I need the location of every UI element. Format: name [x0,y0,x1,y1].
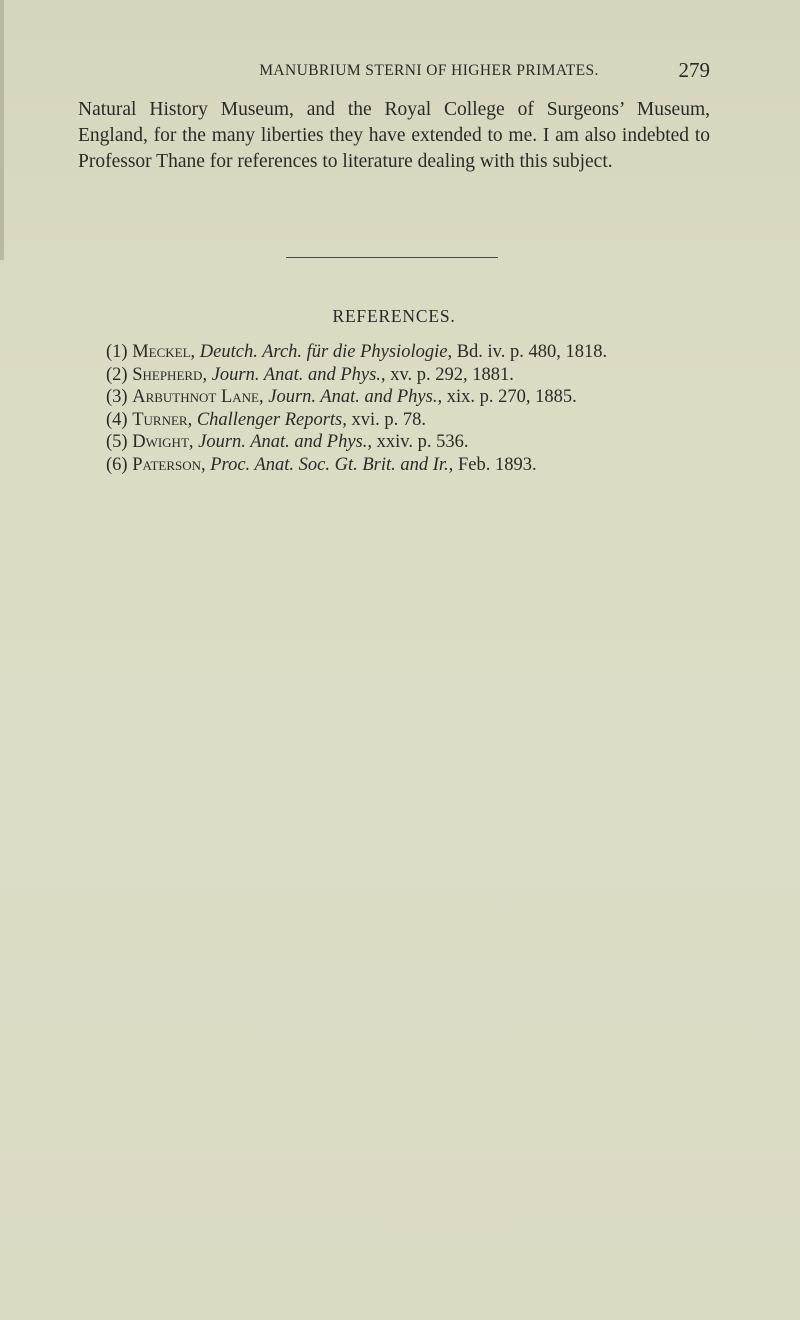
section-divider [286,257,498,258]
reference-number: (5) [106,432,128,453]
reference-title: Proc. Anat. Soc. Gt. Brit. and Ir., [210,454,454,475]
reference-author: Turner, [132,409,193,430]
page-number: 279 [678,58,710,82]
reference-item [78,386,710,409]
running-head: MANUBRIUM STERNI OF HIGHER PRIMATES. [259,62,599,79]
reference-title: Challenger Reports, [196,409,347,430]
reference-details: Bd. iv. p. 480, 1818. [456,342,608,362]
reference-title: Journ. Anat. and Phys., [268,387,443,408]
reference-details: xxiv. p. 536. [376,432,469,453]
reference-details: xvi. p. 78. [351,409,427,430]
reference-number: (2) [106,364,128,385]
reference-number: (1) [106,342,128,362]
reference-number: (6) [106,454,128,475]
reference-item [78,454,710,477]
reference-author: Meckel, [132,342,196,362]
reference-item [78,364,710,387]
page-header [78,58,710,84]
reference-number: (3) [106,387,128,408]
reference-author: Shepherd, [132,364,208,385]
reference-title: Journ. Anat. and Phys., [198,432,372,453]
reference-author: Arbuthnot Lane, [132,387,264,408]
reference-item [78,409,710,432]
reference-details: xix. p. 270, 1885. [446,387,577,408]
reference-title: Journ. Anat. and Phys., [211,364,386,385]
reference-title: Deutch. Arch. für die Physiologie, [199,342,453,362]
reference-details: Feb. 1893. [457,454,537,475]
reference-author: Dwight, [132,432,194,453]
page-edge-shadow [0,0,4,260]
body-paragraph: Natural History Museum, and the Royal College of Surgeons’ Museum, England, for the many liberties they have extended to me. I am also indebted to Professor Thane for references to literature dealing with this subject. [78,99,710,172]
references-list [78,341,710,477]
references-heading: REFERENCES. [332,306,456,326]
reference-author: Paterson, [132,454,206,475]
reference-item [78,431,710,454]
reference-number: (4) [106,409,128,430]
reference-details: xv. p. 292, 1881. [390,364,514,385]
reference-item [78,341,710,364]
